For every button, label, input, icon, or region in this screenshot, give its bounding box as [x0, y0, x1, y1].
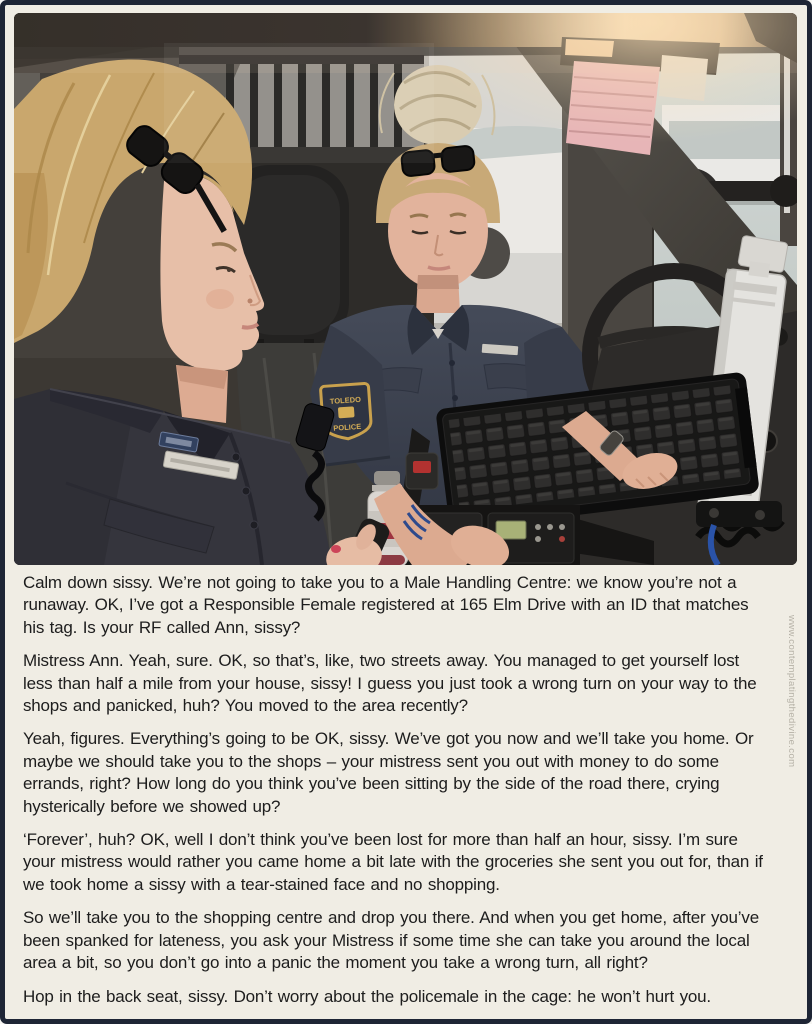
red-nail: [331, 545, 341, 553]
caption-paragraph: Calm down sissy. We’re not going to take you to a Male Handling Centre: we know you’re not a runaway. OK, I’ve got a Responsible Female registered at 165 Elm Drive with an ID that matches his tag. Is your RF called Ann, sissy?: [23, 573, 749, 637]
caption-text-block: [23, 572, 773, 1008]
patch-text-police: POLICE: [333, 421, 362, 433]
photo-frame: [14, 13, 797, 565]
caption-paragraph: Yeah, figures. Everything’s going to be OK, sissy. We’ve got you now and we’ll take you home. Or maybe we should take you to the shops – your mistress sent you out with money to do some errands, right? How long do you think you’ve been sitting by the side of the road there, crying hysterically before we showed up?: [23, 729, 754, 816]
police-car-photo: [14, 13, 797, 565]
caption-paragraph: So we’ll take you to the shopping centre and drop you there. And when you get home, after you’ve been spanked for lateness, you ask your Mistress if some time she can take you around the local area a bit, so you don’t go into a panic the moment you take a wrong turn, all right?: [23, 908, 759, 973]
caption-paragraph: Hop in the back seat, sissy. Don’t worry about the policemale in the cage: he won’t hurt you.: [23, 986, 711, 1006]
caption-paragraph: Mistress Ann. Yeah, sure. OK, so that’s, like, two streets away. You managed to get yourself lost less than half a mile from your house, sissy! I guess you just took a wrong turn on your way to the shops and panicked, huh? You moved to the area recently?: [23, 651, 757, 716]
patch-text-toledo: TOLEDO: [329, 394, 362, 406]
caption-paragraph: ‘Forever’, huh? OK, well I don’t think you’ve been lost for more than half an hour, sissy. I’m sure your mistress would rather you came home a bit late with the groceries she sent you out for, than if we took home a sissy with a tear-stained face and no shopping.: [23, 830, 763, 894]
watermark-url: www.contemplatingthedivine.com: [786, 615, 797, 768]
